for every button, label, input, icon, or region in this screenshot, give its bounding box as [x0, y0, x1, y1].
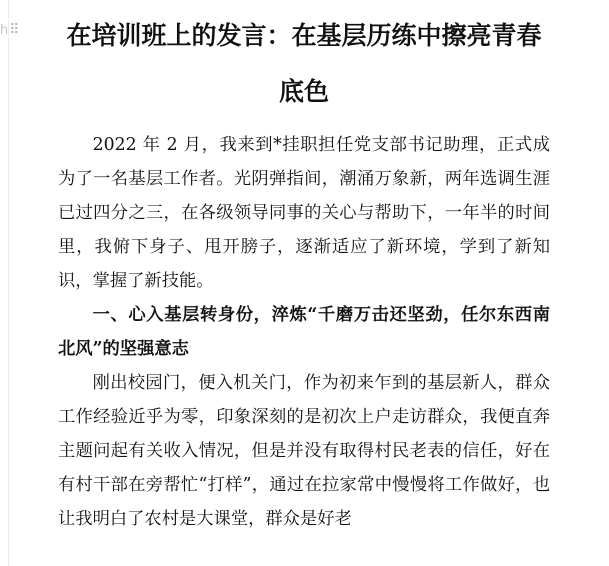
paragraph-2: 刚出校园门，便入机关门，作为初来乍到的基层新人，群众工作经验近乎为零，印象深刻的是初次上户走访群众，我便直奔主题问起有关收入情况，但是并没有取得村民老表的信任，好在有村干部在旁帮忙“打样”，通过在拉家常中慢慢将工作做好，也让我明白了农村是大课堂，群众是好老	[58, 373, 550, 529]
drag-handle[interactable]	[0, 22, 21, 38]
left-gutter	[0, 0, 9, 566]
paragraph-1: 2022 年 2 月，我来到*挂职担任党支部书记助理，正式成为了一名基层工作者。光阴弹指间，潮涌万象新，两年选调生涯已过四分之三，在各级领导同事的关心与帮助下，一年半的时间里，我俯下身子、甩开膀子，逐渐适应了新环境，学到了新知识，掌握了新技能。	[58, 135, 550, 291]
document-title: 在培训班上的发言：在基层历练中擦亮青春底色	[66, 21, 542, 106]
section-heading-1: 一、心入基层转身份，淬炼“千磨万击还坚劲，任尔东西南北风”的坚强意志	[58, 305, 550, 359]
side-letter: h	[0, 23, 10, 38]
document-body	[58, 8, 550, 536]
drag-handle-icon[interactable]: ⠿	[9, 22, 21, 38]
